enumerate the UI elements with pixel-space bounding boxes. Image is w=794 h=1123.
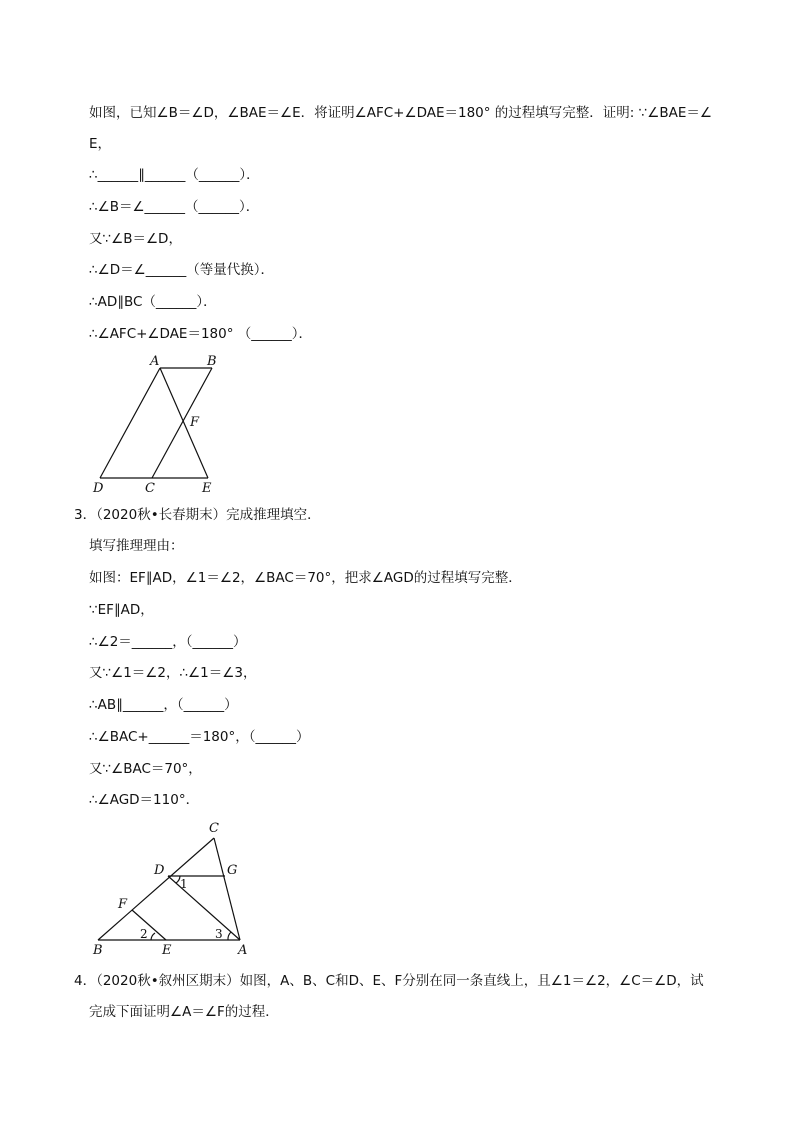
problem3-header: 3．（2020秋•长春期末）完成推理填空． [74, 507, 321, 523]
proof-step: ∴∠BAC+______＝180°，（______） [89, 729, 310, 745]
vertex-label-A: A [150, 354, 160, 369]
proof-step: ∵EF∥AD， [89, 602, 154, 618]
problem3-line: 填写推理理由： [89, 538, 184, 554]
vertex-label-B: B [93, 943, 103, 958]
vertex-label-A: A [238, 943, 248, 958]
proof-step: ∴∠2＝______，（______） [89, 634, 247, 650]
vertex-label-E: E [202, 481, 212, 496]
vertex-label-C: C [145, 481, 155, 496]
vertex-label-D: D [154, 863, 165, 878]
vertex-label-C: C [209, 821, 219, 836]
proof-step: 又∵∠B＝∠D， [89, 231, 182, 247]
proof-step: 又∵∠BAC＝70°， [89, 761, 202, 777]
problem2-intro-line2: E， [89, 136, 112, 152]
proof-step: ∴∠AFC+∠DAE＝180° （______）． [89, 326, 313, 342]
proof-step: ∴∠B＝∠______（______）． [89, 199, 260, 215]
angle-label-1: 1 [180, 877, 188, 891]
problem4-line: 完成下面证明∠A＝∠F的过程． [89, 1004, 279, 1020]
proof-step: ∴______∥______（______）． [89, 167, 260, 183]
vertex-label-F: F [118, 897, 128, 912]
problem4-header: 4．（2020秋•叙州区期末）如图，A、B、C和D、E、F分别在同一条直线上，且∠1＝∠2，∠C＝∠D，试 [74, 973, 704, 989]
problem3-line: 如图：EF∥AD，∠1＝∠2，∠BAC＝70°，把求∠AGD的过程填写完整． [89, 570, 522, 586]
proof-step: ∴∠AGD＝110°． [89, 792, 200, 808]
vertex-label-F: F [190, 415, 200, 430]
vertex-label-B: B [207, 354, 217, 369]
vertex-label-G: G [227, 863, 238, 878]
problem2-intro-line1: 如图，已知∠B＝∠D，∠BAE＝∠E．将证明∠AFC+∠DAE＝180° 的过程填写完整．证明: ∵∠BAE＝∠ [89, 105, 712, 121]
angle-label-2: 2 [140, 927, 148, 941]
proof-step: ∴∠D＝∠______（等量代换）． [89, 262, 274, 278]
vertex-label-E: E [162, 943, 172, 958]
proof-step: ∴AB∥______，（______） [89, 697, 238, 713]
proof-step: ∴AD∥BC（______）． [89, 294, 217, 310]
angle-label-3: 3 [215, 927, 223, 941]
proof-step: 又∵∠1＝∠2，∴∠1＝∠3， [89, 665, 257, 681]
vertex-label-D: D [93, 481, 104, 496]
